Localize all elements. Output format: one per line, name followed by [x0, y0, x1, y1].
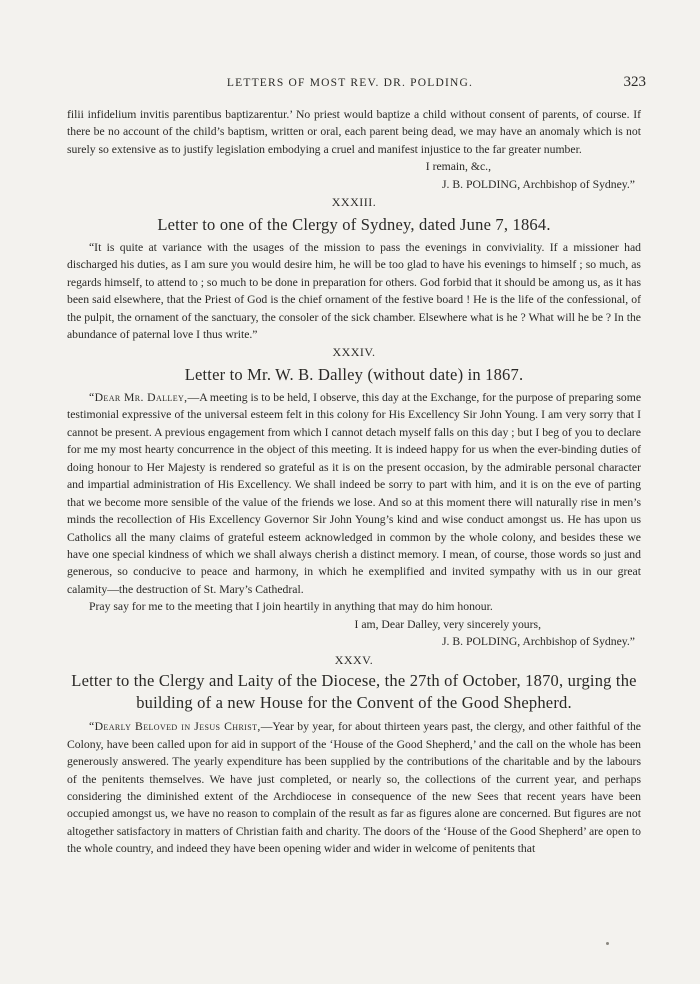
letter-heading: Letter to Mr. W. B. Dalley (without date) in 1867.	[184, 364, 524, 384]
running-title: LETTERS OF MOST REV. DR. POLDING.	[226, 77, 474, 89]
closing-line: I remain, &c.,	[425, 160, 491, 174]
paper-speck	[606, 942, 609, 945]
letter-heading: Letter to one of the Clergy of Sydney, dated June 7, 1864.	[157, 214, 551, 234]
closing-line: I am, Dear Dalley, very sincerely yours,	[354, 617, 541, 631]
page-body	[67, 106, 641, 858]
postscript: Pray say for me to the meeting that I join heartily in anything that may do him honour.	[89, 600, 493, 614]
signature-line: J. B. POLDING, Archbishop of Sydney.”	[441, 177, 635, 191]
running-header	[0, 74, 700, 94]
heading-line-1: Letter to the Clergy and Laity of the Diocese, the 27th of October, 1870, urging the	[71, 671, 637, 691]
salutation: “Dearly Beloved in Jesus Christ,	[89, 720, 261, 734]
letter-numeral: XXXIII.	[331, 195, 377, 210]
letter-heading	[67, 670, 641, 714]
continued-paragraph: filii infidelium invitis parentibus baptizarentur.’ No priest would baptize a child without consent of parents, of course. If there be no account of the child’s baptism, written or oral, each parent being dead, we may have an anomaly which is not surely so extensive as to justify legislation embodying a cruel and manifest injustice to the far greater number.	[67, 108, 641, 156]
page-number: 323	[623, 74, 646, 90]
letter-body	[67, 389, 641, 598]
letter-body: “It is quite at variance with the usages of the mission to pass the evenings in conviviality. If a missioner had discharged his duties, as I am sure you would desire him, he will be too glad to have his evenings to himself ; so much, as regards himself, to attend to ; so much to be done in preparation for others. God forbid that it should be among us, as it has been said elsewhere, that the Priest of God is the chief ornament of the festive board ! He is the life of the confessional, of the pulpit, the ornament of the sanctuary, the consoler of the sick chamber. Elsewhere what is he ? What will he be ? In the abundance of paternal love I thus write.”	[67, 240, 641, 341]
heading-line-2: building of a new House for the Convent of the Good Shepherd.	[136, 693, 572, 713]
letter-numeral: XXXIV.	[332, 345, 376, 360]
letter-body-text: —A meeting is to be held, I observe, this day at the Exchange, for the purpose of preparing some testimonial expressive of the universal esteem felt in this colony for His Excellency Sir John Young. I am very sorry that I cannot be present. A previous engagement from which I cannot detach myself falls on this day ; but I beg of you to declare for me my most hearty concurrence in the object of this meeting. It is indeed happy for us when the ever-binding duties of doing honour to Her Majesty is rendered so grateful as it is on the present occasion, by the admirable personal character and impartial administration of His Excellency. We shall indeed be sorry to part with him, and it is on the eve of parting that we become more sensible of the value of the friends we lose. And so at this moment there will naturally rise in men’s minds the recollection of His Excellency Governor Sir John Young’s kind and wise conduct amongst us. He has upon us Catholics all the many claims of grateful esteem acknowledged in common by the whole colony, and besides these we have one special kindness of which we shall always cherish a distinct memory. I mean, of course, those words so just and generous, so conducive to peace and harmony, in which he exemplified and invited sympathy with us in our great calamity—the destruction of St. Mary’s Cathedral.	[67, 390, 642, 596]
signature-line: J. B. POLDING, Archbishop of Sydney.”	[441, 635, 635, 649]
letter-body-text: —Year by year, for about thirteen years past, the clergy, and other faithful of the Colony, have been called upon for aid in support of the ‘House of the Good Shepherd,’ and the call on the whole has been generously answered. The yearly expenditure has been supplied by the contributions of the charitable and by the labours of the penitents themselves. We have just completed, or nearly so, the collections of the current year, and perhaps considering the diminished extent of the Archdiocese in consequence of the new Sees that recent years have been occupied amongst us, we have no reason to complain of the result as far as figures alone are concerned. But figures are not altogether satisfactory in matters of Christian faith and charity. The doors of the ‘House of the Good Shepherd’ are open to the whole country, and indeed they have been opening wider and wider in welcome of penitents that	[67, 720, 641, 856]
letter-body	[67, 718, 641, 858]
salutation: “Dear Mr. Dalley,	[89, 390, 188, 404]
letter-numeral: XXXV.	[334, 652, 374, 667]
